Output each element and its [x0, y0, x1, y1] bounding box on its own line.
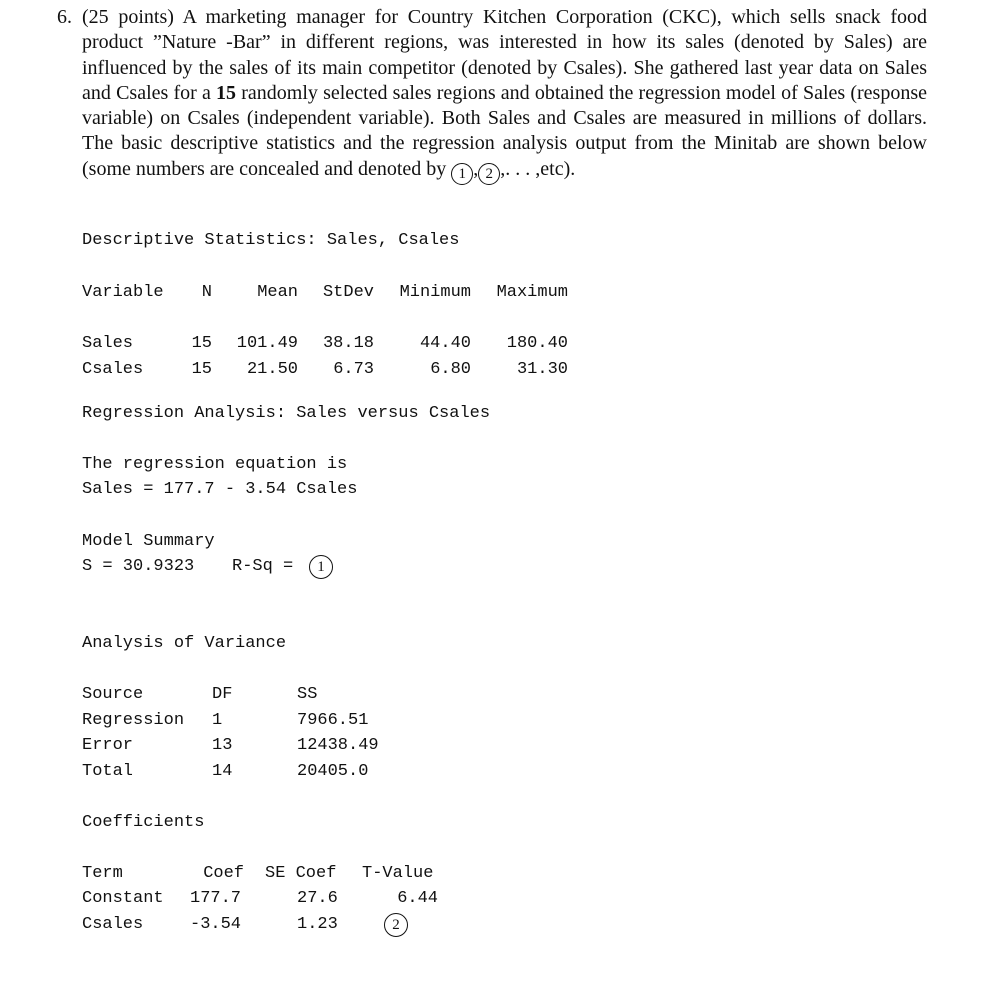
desc-header-minimum: Minimum [399, 283, 471, 302]
anova-title: Analysis of Variance [82, 634, 287, 653]
regression-title: Regression Analysis: Sales versus Csales [82, 404, 491, 423]
model-summary-s: S = 30.9323 [82, 557, 195, 576]
problem-text: (25 points) A marketing manager for Country Kitchen Corporation (CKC), which sells snack food product ”Nature -Bar” in different regions, was interested in how its sales (denoted by Sales) are influenced by the sales of its main competitor (denoted by Csales). She gathered last year data on Sales and Csales for a 15 randomly selected sales regions and obtained the regression model of Sales (response variable) on Csales (independent variable). Both Sales and Csales are measured in millions of dollars. The basic descriptive statistics and the regression analysis output from the Minitab are shown below (some numbers are concealed and denoted by 1 , 2 ,. . . ,etc). [82, 5, 927, 185]
regression-eq-label: The regression equation is [82, 455, 348, 474]
marker-2: 2 [478, 163, 500, 185]
anova-header-source: Source [82, 685, 144, 704]
desc-header-variable: Variable [82, 283, 164, 302]
coef-header-coef: Coef [203, 864, 244, 883]
marker-1: 1 [451, 163, 473, 185]
tvalue-marker-2: 2 [384, 913, 408, 937]
coefficients-title: Coefficients [82, 813, 205, 832]
descriptive-title: Descriptive Statistics: Sales, Csales [82, 231, 460, 250]
anova-header-df: DF [212, 685, 233, 704]
desc-header-maximum: Maximum [496, 283, 568, 302]
desc-header-stdev: StDev [322, 283, 374, 302]
model-summary-title: Model Summary [82, 532, 215, 551]
anova-header-ss: SS [297, 685, 318, 704]
model-summary-rsq-label: R-Sq = [232, 557, 294, 576]
coef-header-term: Term [82, 864, 123, 883]
rsq-marker-1: 1 [309, 555, 333, 579]
problem-number: 6. [57, 6, 72, 28]
problem-points: (25 points) [82, 6, 174, 28]
problem-statement [57, 5, 927, 185]
regression-equation: Sales = 177.7 - 3.54 Csales [82, 480, 358, 499]
desc-header-n: N [201, 283, 212, 302]
desc-header-mean: Mean [257, 283, 298, 302]
sample-size: 15 [216, 81, 237, 104]
coef-header-secoef: SE Coef [265, 864, 337, 883]
coef-header-tvalue: T-Value [362, 864, 434, 883]
